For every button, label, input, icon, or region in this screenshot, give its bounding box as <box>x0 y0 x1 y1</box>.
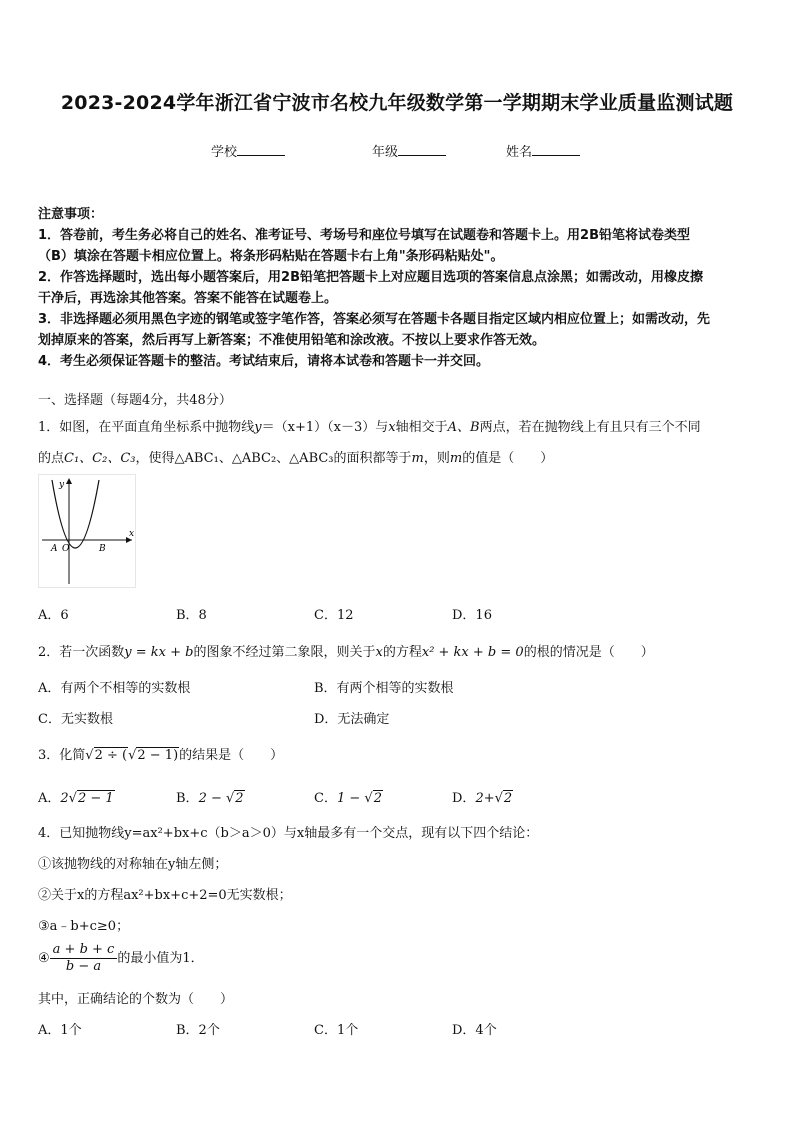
q2-option-a[interactable]: A．有两个不相等的实数根 <box>38 681 191 696</box>
q3-stem <box>38 744 283 763</box>
q1-text-e: 的点 <box>38 451 65 466</box>
parabola-curve <box>52 480 99 548</box>
q1-option-a[interactable]: A．6 <box>38 608 69 623</box>
page-title: 2023-2024学年浙江省宁波市名校九年级数学第一学期期末学业质量监测试题 <box>60 92 734 114</box>
q2-option-b[interactable]: B．有两个相等的实数根 <box>314 681 454 696</box>
q4-option-d[interactable]: D．4个 <box>452 1023 497 1038</box>
q3-option-b-sqrt: √ <box>226 791 235 806</box>
name-blank[interactable] <box>532 143 580 156</box>
q3-option-b[interactable] <box>176 787 245 806</box>
q3-sqrt-sign: √ <box>85 748 94 763</box>
q4-option-b[interactable]: B．2个 <box>176 1023 220 1038</box>
graph-x-label: x <box>129 529 135 539</box>
q3-option-a-label: A． <box>38 791 61 806</box>
grade-blank[interactable] <box>398 143 446 156</box>
section-heading: 一、选择题（每题4分，共48分） <box>38 393 232 408</box>
q1-option-d[interactable]: D．16 <box>452 608 492 623</box>
notice-line-2: （B）填涂在答题卡相应位置上。将条形码粘贴在答题卡右上角"条形码粘贴处"。 <box>38 249 504 264</box>
q4-c4-prefix: ④ <box>38 951 50 966</box>
q3-option-a-tail: 2 − 1 <box>77 791 114 806</box>
q3-option-b-label: B． <box>176 791 199 806</box>
notice-line-6: 划掉原来的答案，然后再写上新答案；不准使用铅笔和涂改液。不按以上要求作答无效。 <box>38 333 546 348</box>
q1-text-g: ，则 <box>423 451 450 466</box>
graph-y-label: y <box>59 480 65 490</box>
q1-text-f: ，使得△ABC₁、△ABC₂、△ABC₃的面积都等于 <box>135 451 412 466</box>
q1-line-2 <box>38 447 553 466</box>
q4-option-c[interactable]: C．1个 <box>314 1023 359 1038</box>
q2-text-c: 的方程 <box>382 645 422 660</box>
q1-c-points: C₁、C₂、C₃ <box>64 451 136 466</box>
q3-text-a: 3．化简 <box>38 748 86 763</box>
q3-text-b: 的结果是（ ） <box>179 748 284 763</box>
q1-parabola-graph <box>38 474 136 588</box>
q4-conclusion-3: ③a﹣b+c≥0； <box>38 919 130 934</box>
graph-a-label: A <box>51 544 58 554</box>
q1-option-c[interactable]: C．12 <box>314 608 354 623</box>
q3-option-d-sqrt: √ <box>494 791 503 806</box>
q4-stem: 4．已知抛物线y=ax²+bx+c（b＞a＞0）与x轴最多有一个交点，现有以下四个结论： <box>38 826 539 841</box>
q4-fraction <box>50 942 118 975</box>
q2-stem <box>38 641 654 660</box>
q1-text-a: 1．如图，在平面直角坐标系中抛物线 <box>38 420 255 435</box>
graph-b-label: B <box>99 544 106 554</box>
q3-option-c[interactable] <box>314 787 383 806</box>
y-axis-arrow <box>66 478 72 484</box>
notice-line-7: 4．考生必须保证答题卡的整洁。考试结束后，请将本试卷和答题卡一并交回。 <box>38 354 490 369</box>
q4-conclusion-1: ①该抛物线的对称轴在y轴左侧； <box>38 857 228 872</box>
q2-text-a: 2．若一次函数 <box>38 645 125 660</box>
q4-fraction-denominator: b − a <box>65 959 102 974</box>
graph-o-label: O <box>62 544 70 554</box>
q3-option-d-tail: 2 <box>503 791 513 806</box>
q3-option-a[interactable] <box>38 787 115 806</box>
notice-line-4: 干净后，再选涂其他答案。答案不能答在试题卷上。 <box>38 291 338 306</box>
q3-expr-b: 2 − 1) <box>137 748 179 763</box>
name-field[interactable] <box>506 141 580 160</box>
q4-fraction-numerator: a + b + c <box>50 942 118 959</box>
q1-text-d: 两点，若在抛物线上有且只有三个不同 <box>479 420 701 435</box>
q1-option-b[interactable]: B．8 <box>176 608 207 623</box>
q3-option-c-tail: 2 <box>373 791 382 806</box>
notice-line-5: 3．非选择题必须用黑色字迹的钢笔或签字笔作答，答案必须写在答题卡各题目指定区域内相应位置上；如需改动，先 <box>38 312 711 327</box>
q4-c4-suffix: 的最小值为1． <box>117 951 204 966</box>
q3-expr-a: 2 ÷ ( <box>94 748 128 763</box>
school-blank[interactable] <box>237 143 285 156</box>
q3-option-d[interactable] <box>452 787 513 806</box>
notice-line-1: 1．答卷前，考生务必将自己的姓名、准考证号、考场号和座位号填写在试题卷和答题卡上。用2B铅笔将试卷类型 <box>38 228 691 243</box>
school-field[interactable] <box>211 141 285 160</box>
name-label: 姓名 <box>506 145 533 160</box>
q3-option-b-head: 2 − <box>198 791 226 806</box>
q1-text-c: 轴相交于 <box>395 420 448 435</box>
q4-ask: 其中，正确结论的个数为（ ） <box>38 992 234 1007</box>
q3-option-d-label: D． <box>452 791 476 806</box>
q1-text-b: ＝（x+1）（x－3）与 <box>261 420 389 435</box>
q4-option-a[interactable]: A．1个 <box>38 1023 82 1038</box>
q1-points-ab: A、B <box>447 420 480 435</box>
q1-text-h: 的值是（ ） <box>462 451 554 466</box>
q3-sqrt-sign-2: √ <box>128 748 137 763</box>
q4-conclusion-2: ②关于x的方程ax²+bx+c+2=0无实数根； <box>38 888 292 903</box>
notice-line-3: 2．作答选择题时，选出每小题答案后，用2B铅笔把答题卡上对应题目选项的答案信息点涂黑；如需改动，用橡皮擦 <box>38 270 704 285</box>
school-label: 学校 <box>211 145 238 160</box>
q4-conclusion-4 <box>38 942 204 975</box>
q2-text-b: 的图象不经过第二象限，则关于 <box>193 645 376 660</box>
q2-var-x: x <box>375 645 383 660</box>
notice-heading: 注意事项： <box>38 207 104 222</box>
q3-option-b-tail: 2 <box>235 791 244 806</box>
q2-function: y = kx + b <box>124 645 194 660</box>
q2-option-c[interactable]: C．无实数根 <box>38 712 113 727</box>
q3-option-c-sqrt: √ <box>364 791 373 806</box>
q3-option-a-coef: 2 <box>60 791 69 806</box>
q2-equation: x² + kx + b = 0 <box>421 645 524 660</box>
grade-field[interactable] <box>372 141 446 160</box>
grade-label: 年级 <box>372 145 399 160</box>
q3-option-a-sqrt: √ <box>68 791 77 806</box>
q3-option-c-label: C． <box>314 791 337 806</box>
q1-var-y: y <box>254 420 262 435</box>
q3-option-c-head: 1 − <box>336 791 365 806</box>
q1-var-m-2: m <box>449 451 463 466</box>
q1-var-x: x <box>388 420 396 435</box>
q1-var-m: m <box>411 451 424 466</box>
q2-option-d[interactable]: D．无法确定 <box>314 712 390 727</box>
q1-line-1 <box>38 416 701 435</box>
q3-option-d-head: 2+ <box>475 791 495 806</box>
q2-text-d: 的根的情况是（ ） <box>523 645 654 660</box>
